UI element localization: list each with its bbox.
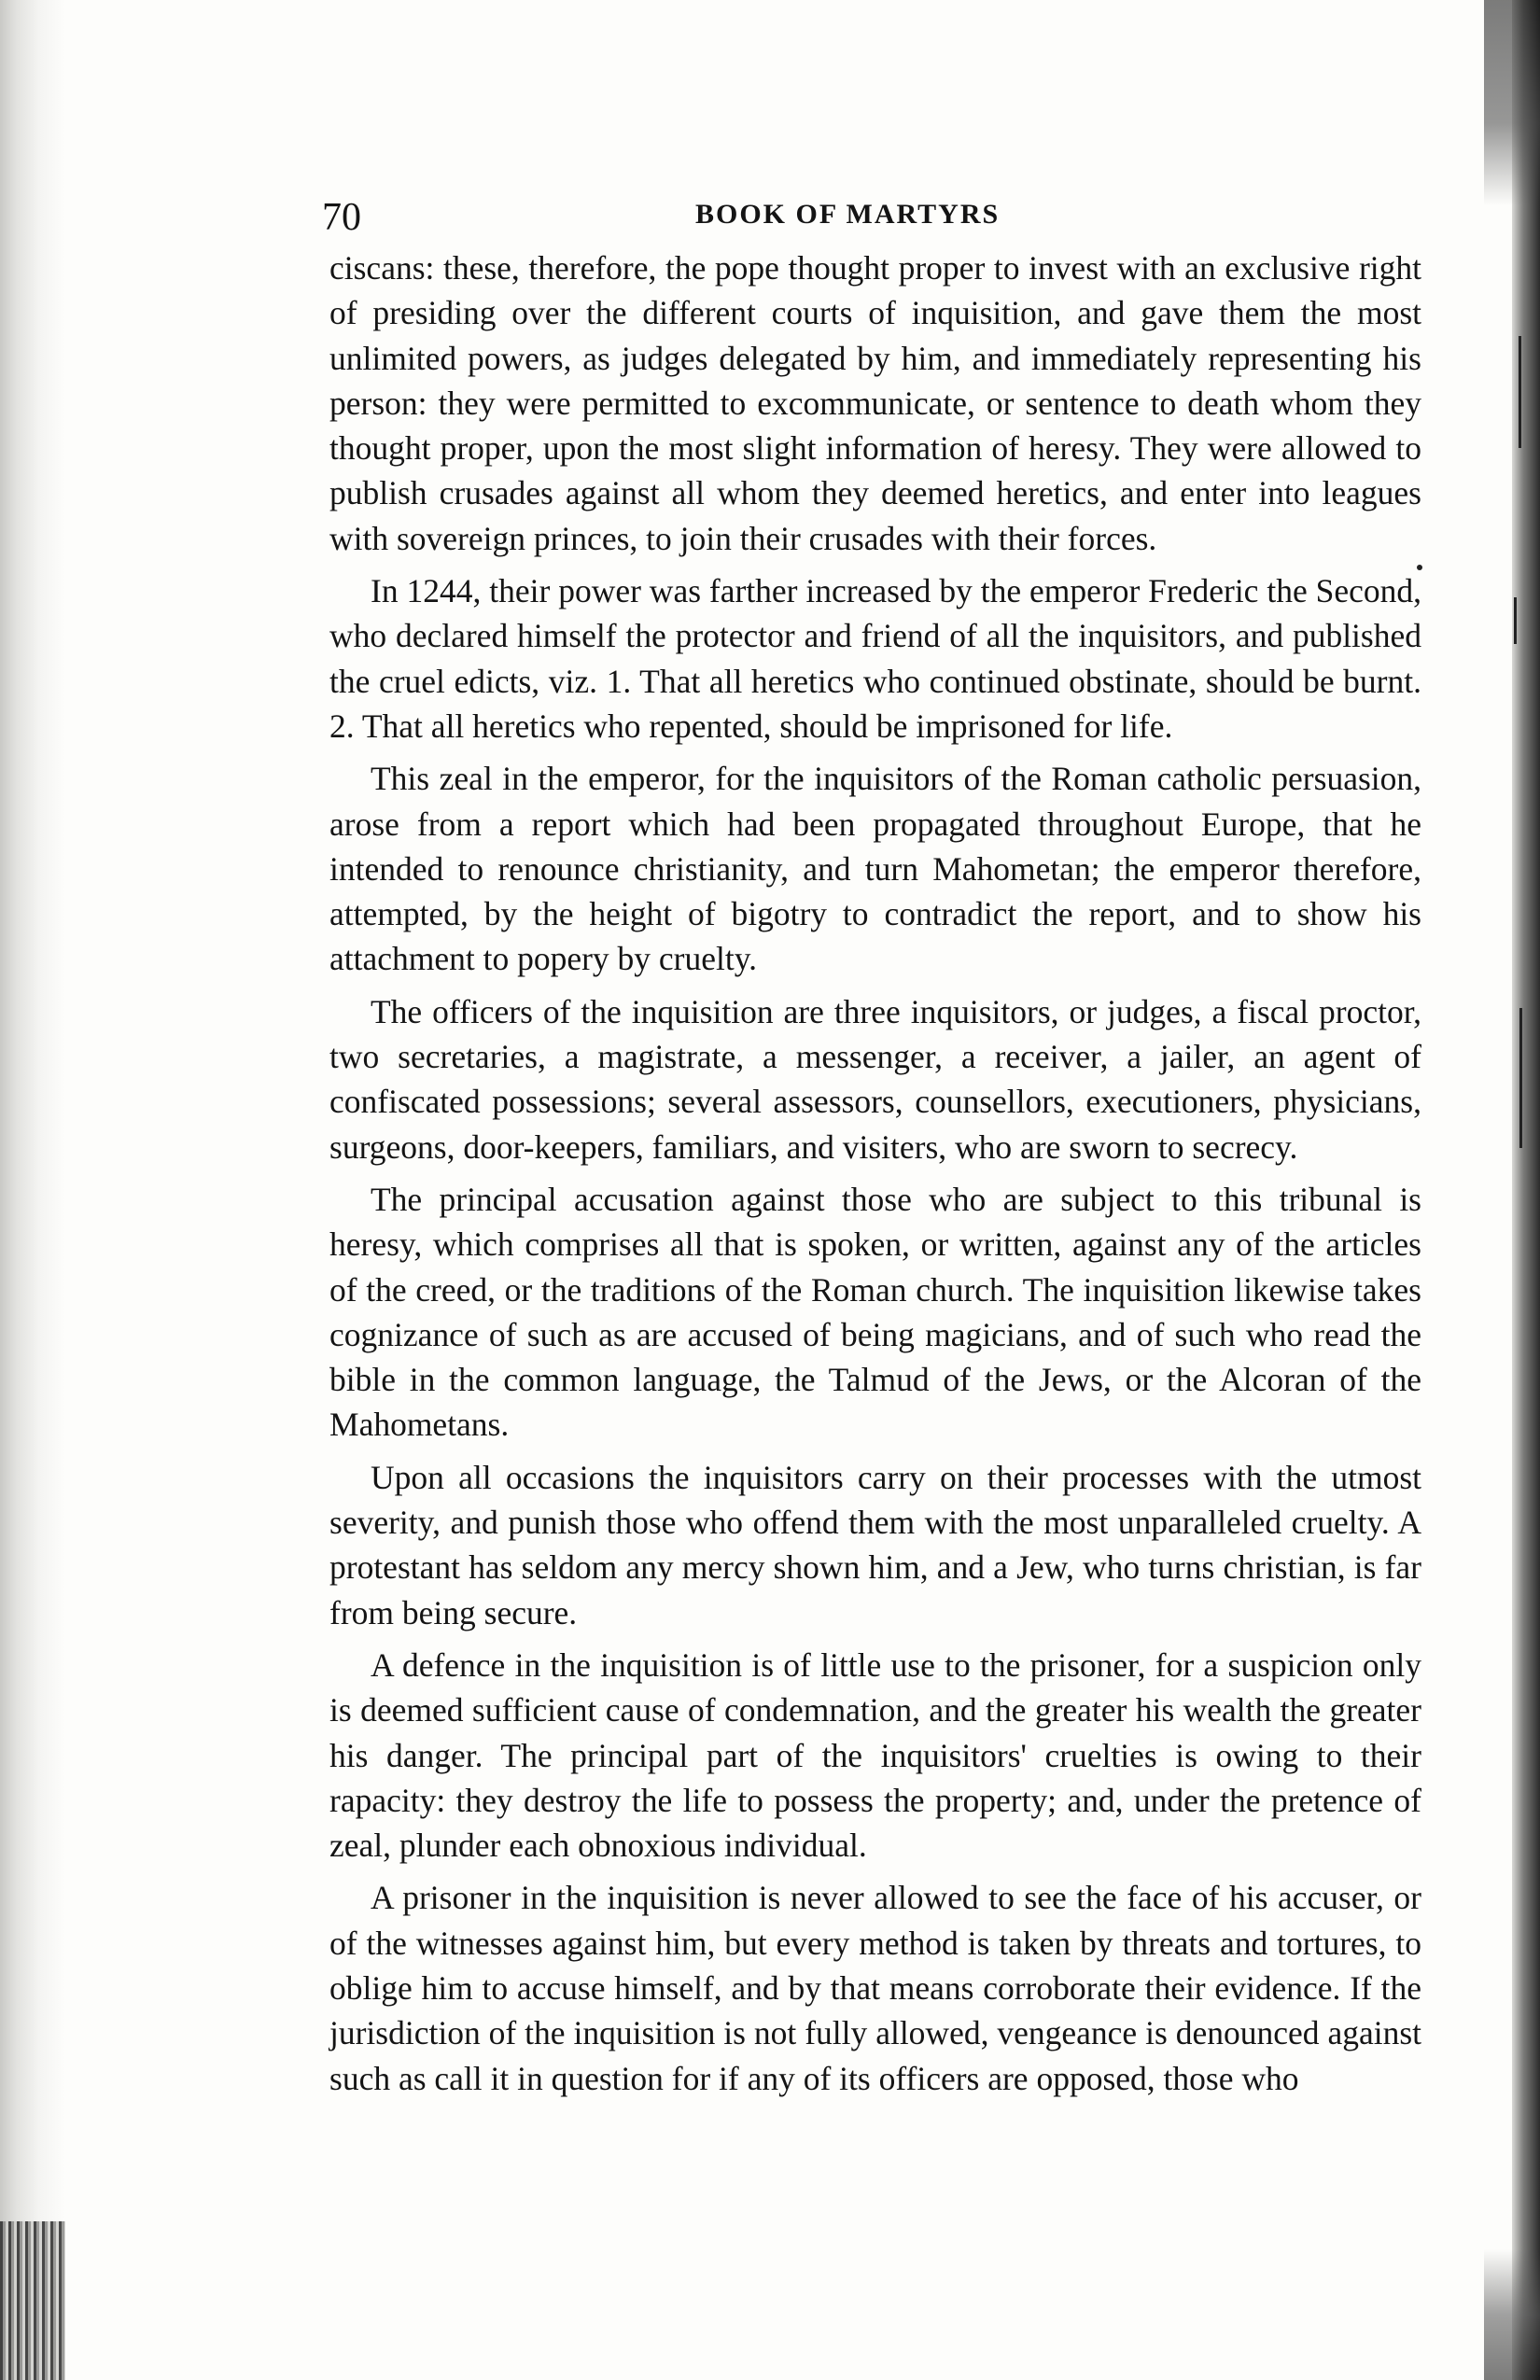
paragraph: ciscans: these, therefore, the pope thought proper to invest with an exclusive right of presiding over the different courts of inquisition, and gave them the most unlimited powers, as judges delegated by him, and immediately representing his person: they were permitted to excommunicate, or sentence to death whom they thought proper, upon the most slight information of heresy. They were allowed to publish crusades against all whom they deemed heretics, and enter into leagues with sovereign princes, to join their crusades with their forces.: [329, 249, 1421, 557]
right-page-edge-bottom-shadow: [1484, 2249, 1540, 2380]
body-text: [329, 245, 1421, 2108]
page-number: 70: [322, 196, 361, 239]
paragraph: In 1244, their power was farther increased by the emperor Frederic the Second, who declared himself the protector and friend of all the inquisitors, and published the cruel edicts, viz. 1. That all heretics who continued obstinate, should be burnt. 2. That all heretics who repented, should be imprisoned for life.: [329, 572, 1421, 745]
paragraph: A defence in the inquisition is of little use to the prisoner, for a suspicion only is deemed sufficient cause of condemnation, and the greater his wealth the greater his danger. The principal part of the inquisitors' cruelties is owing to their rapacity: they destroy the life to possess the property; and, under the pretence of zeal, plunder each obnoxious individual.: [329, 1645, 1421, 1865]
running-header: [322, 191, 1442, 238]
margin-mark: [1519, 1008, 1522, 1148]
right-page-edge-top-shadow: [1484, 0, 1540, 205]
left-binding-shadow: [0, 2221, 65, 2380]
paragraph: The officers of the inquisition are three inquisitors, or judges, a fiscal proctor, two secretaries, a magistrate, a messenger, a receiver, a jailer, an agent of confiscated possessions; several assessors, counsellors, executioners, physicians, surgeons, door-keepers, familiars, and visiters, who are sworn to secrecy.: [329, 992, 1421, 1166]
margin-mark: [1519, 336, 1521, 448]
left-binding-edge: [0, 0, 65, 2380]
paragraph: This zeal in the emperor, for the inquisitors of the Roman catholic persuasion, arose from a report which had been propagated throughout Europe, that he intended to renounce christianity, and turn Mahometan; the emperor therefore, attempted, by the height of bigotry to contradict the report, and to show his attachment to popery by cruelty.: [329, 760, 1421, 978]
running-title: BOOK OF MARTYRS: [695, 199, 1001, 230]
margin-mark: [1514, 597, 1517, 644]
paragraph: A prisoner in the inquisition is never allowed to see the face of his accuser, or of the witnesses against him, but every method is taken by threats and tortures, to oblige him to accuse himself, and by that means corroborate their evidence. If the jurisdiction of the inquisition is not fully allowed, vengeance is denounced against such as call it in question for if any of its officers are opposed, those who: [329, 1879, 1421, 2097]
paragraph: Upon all occasions the inquisitors carry on their processes with the utmost severity, and punish those who offend them with the most unparalleled cruelty. A protestant has seldom any mercy shown him, and a Jew, who turns christian, is far from being secure.: [329, 1458, 1421, 1631]
right-page-edge: [1512, 0, 1540, 2380]
paragraph: The principal accusation against those who are subject to this tribunal is heresy, which comprises all that is spoken, or written, against any of the articles of the creed, or the traditions of the Roman church. The inquisition likewise takes cognizance of such as are accused of being magicians, and of such who read the bible in the common language, the Talmud of the Jews, or the Alcoran of the Mahometans.: [329, 1180, 1421, 1444]
